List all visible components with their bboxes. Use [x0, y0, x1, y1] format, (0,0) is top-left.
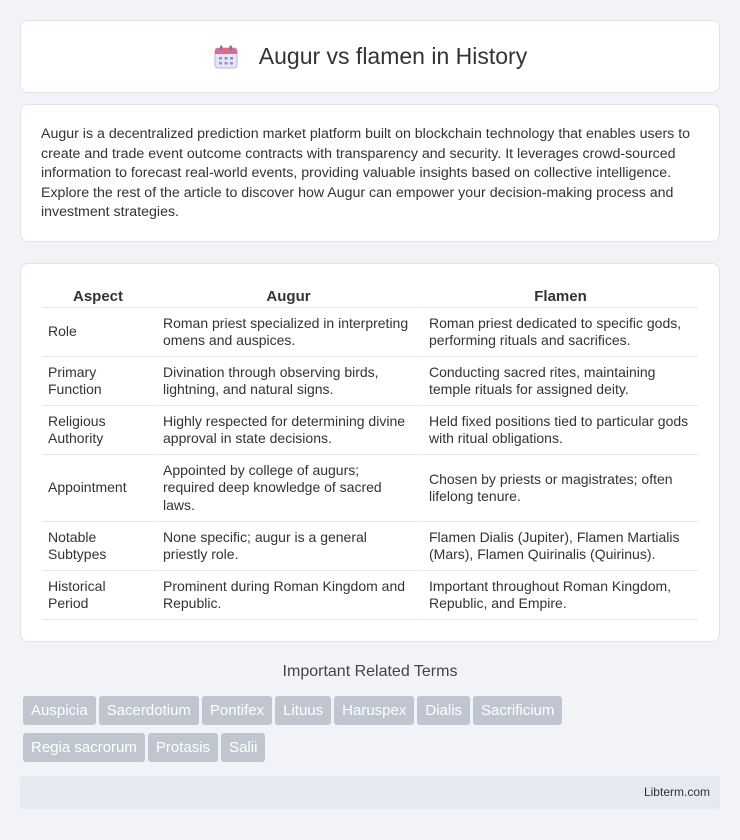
table-cell-aspect: Role [42, 308, 154, 357]
table-cell-aspect: Notable Subtypes [42, 522, 154, 571]
related-term-tag[interactable]: Auspicia [23, 696, 96, 725]
header-card [20, 20, 720, 93]
related-term-tag[interactable]: Lituus [275, 696, 331, 725]
table-cell-flamen: Conducting sacred rites, maintaining temple rituals for assigned deity. [420, 357, 698, 406]
header-flamen: Flamen [420, 284, 698, 308]
table-row [42, 357, 698, 406]
page-title: Augur vs flamen in History [258, 43, 528, 69]
table-cell-augur: Appointed by college of augurs; required deep knowledge of sacred laws. [154, 455, 420, 522]
table-row [42, 522, 698, 571]
footer [20, 776, 720, 809]
table-cell-augur: Divination through observing birds, lightning, and natural signs. [154, 357, 420, 406]
related-term-tag[interactable]: Sacrificium [473, 696, 562, 725]
header-augur: Augur [154, 284, 420, 308]
table-cell-aspect: Primary Function [42, 357, 154, 406]
table-row [42, 571, 698, 620]
table-row [42, 308, 698, 357]
table-cell-flamen: Flamen Dialis (Jupiter), Flamen Martialis (Mars), Flamen Quirinalis (Quirinus). [420, 522, 698, 571]
calendar-icon [213, 44, 239, 70]
table-row [42, 406, 698, 455]
related-terms-tags [23, 696, 723, 770]
table-cell-aspect: Religious Authority [42, 406, 154, 455]
related-terms-title: Important Related Terms [282, 663, 458, 680]
intro-paragraph: Augur is a decentralized prediction market platform built on blockchain technology that enables users to create and trade event outcome contracts with transparency and security. It leverages crowd-sourced information to forecast real-world events, providing valuable insights based on collective intelligence. Explore the rest of the article to discover how Augur can empower your decision-making process and investment strategies. [41, 126, 691, 220]
table-cell-flamen: Chosen by priests or magistrates; often lifelong tenure. [420, 455, 698, 522]
table-cell-flamen: Important throughout Roman Kingdom, Republic, and Empire. [420, 571, 698, 620]
related-term-tag[interactable]: Protasis [148, 733, 218, 762]
comparison-table-card [20, 263, 720, 642]
related-term-tag[interactable]: Regia sacrorum [23, 733, 145, 762]
intro-card [20, 104, 720, 242]
related-term-tag[interactable]: Pontifex [202, 696, 272, 725]
table-cell-aspect: Historical Period [42, 571, 154, 620]
table-header-row [42, 284, 698, 308]
table-cell-aspect: Appointment [42, 455, 154, 522]
table-cell-augur: Highly respected for determining divine approval in state decisions. [154, 406, 420, 455]
table-row [42, 455, 698, 522]
related-term-tag[interactable]: Sacerdotium [99, 696, 199, 725]
header-aspect: Aspect [42, 284, 154, 308]
table-cell-augur: None specific; augur is a general priestly role. [154, 522, 420, 571]
related-term-tag[interactable]: Haruspex [334, 696, 414, 725]
table-cell-augur: Prominent during Roman Kingdom and Republic. [154, 571, 420, 620]
comparison-table [42, 284, 698, 620]
table-cell-augur: Roman priest specialized in interpreting omens and auspices. [154, 308, 420, 357]
table-cell-flamen: Held fixed positions tied to particular gods with ritual obligations. [420, 406, 698, 455]
table-cell-flamen: Roman priest dedicated to specific gods, performing rituals and sacrifices. [420, 308, 698, 357]
related-term-tag[interactable]: Dialis [417, 696, 470, 725]
footer-site-link[interactable]: Libterm.com [643, 785, 710, 799]
related-term-tag[interactable]: Salii [221, 733, 265, 762]
